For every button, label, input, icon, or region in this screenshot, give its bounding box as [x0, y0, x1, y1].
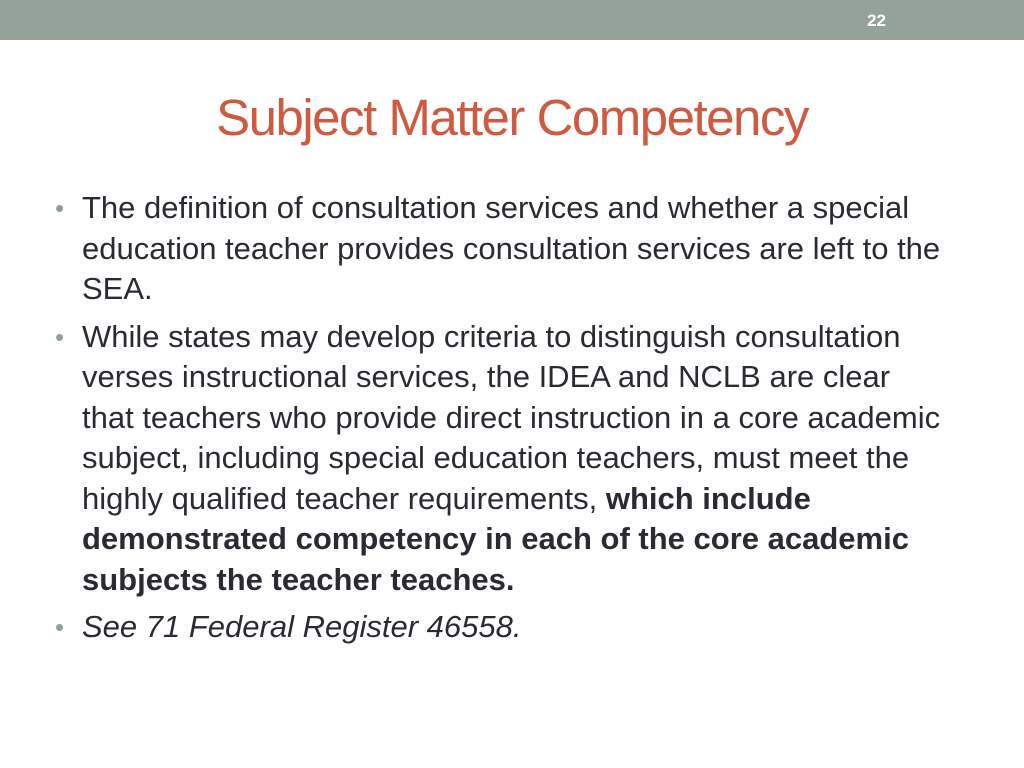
- bullet-text: While states may develop criteria to distinguish consultation verses instructional services, the IDEA and NCLB are clear that teachers who provide direct instruction in a core academic subject, including special education teachers, must meet the highly qualified teacher requirements,: [82, 318, 941, 516]
- bullet-item-citation: [55, 607, 945, 648]
- bullet-item-consultation-definition: [55, 188, 945, 310]
- bullet-icon: •: [55, 612, 65, 642]
- bullet-item-state-criteria: [55, 317, 945, 601]
- bullet-list: [55, 188, 945, 655]
- bullet-icon: •: [55, 321, 65, 352]
- bullet-bold-text: which include demonstrated competency in each of the core academic subjects the teacher teaches.: [82, 480, 909, 597]
- citation-text: See 71 Federal Register 46558.: [82, 609, 522, 644]
- bullet-text: The definition of consultation services and whether a special education teacher provides consultation services are left to the SEA.: [82, 190, 941, 306]
- top-bar: [0, 0, 1024, 40]
- slide-title: Subject Matter Competency: [216, 89, 808, 146]
- bullet-icon: •: [55, 193, 65, 223]
- slide-number: 22: [867, 11, 886, 30]
